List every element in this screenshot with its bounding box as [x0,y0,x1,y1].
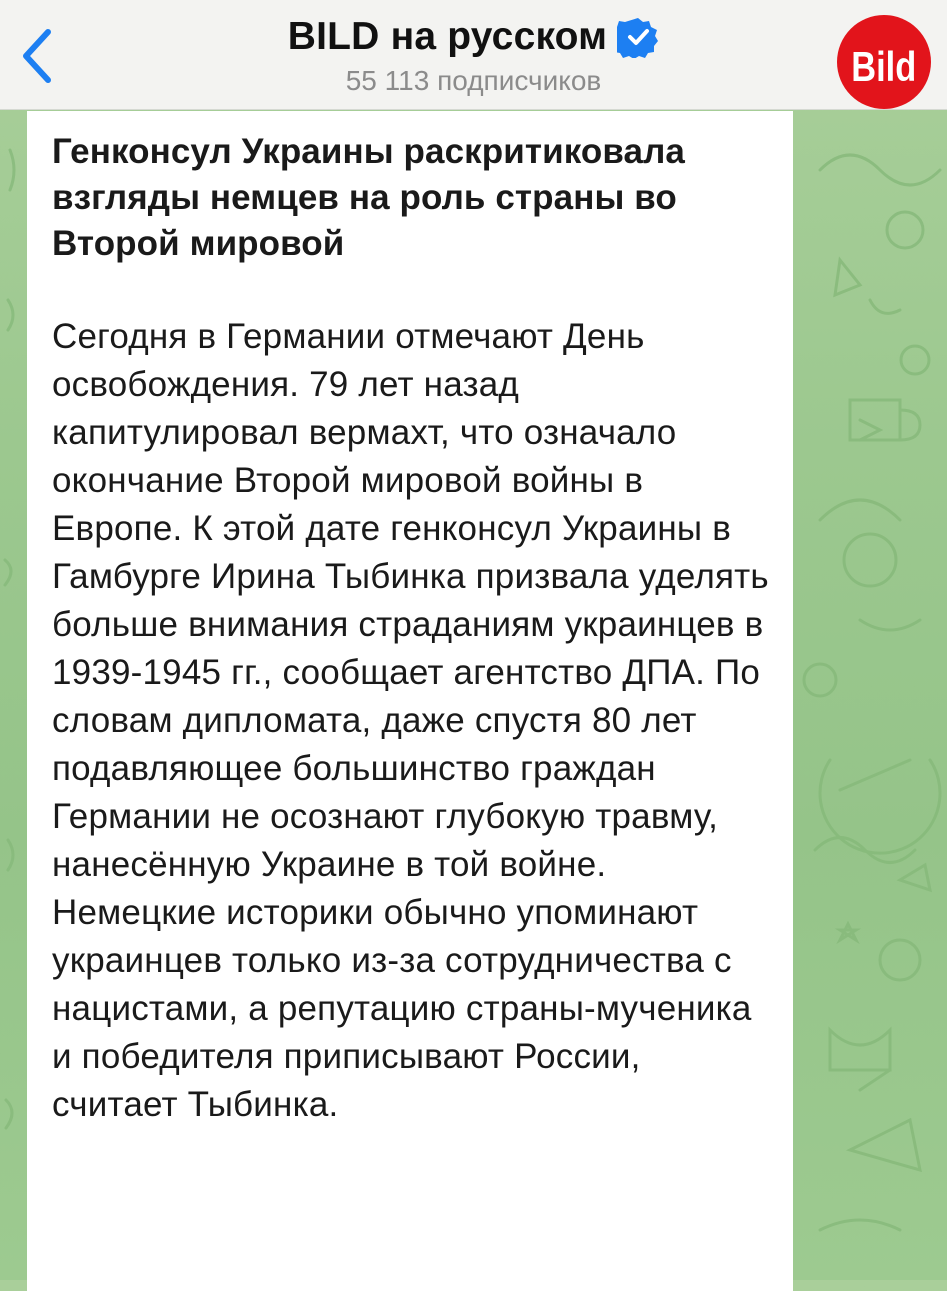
channel-avatar[interactable] [837,15,931,109]
subscriber-count: 55 113 подписчиков [345,65,602,96]
bild-logo [837,15,931,109]
channel-title-row [288,12,659,62]
channel-name: BILD на русском [287,15,608,58]
message-bubble [27,111,793,1291]
svg-text:Bild: Bild [851,43,917,91]
post-body: Сегодня в Германии отмечают День освобождения. 79 лет назад капитулировал вермахт, что означало окончание Второй мировой войны в Европе. К этой дате генконсул Украины в Гамбурге Ирина Тыбинка призвала уделять больше внимания страданиям украинцев в 1939-1945 гг., сообщает агентство ДПА. По словам дипломата, даже спустя 80 лет подавляющее большинство граждан Германии не осознают глубокую травму, нанесённую Украине в той войне. Немецкие историки обычно упоминают украинцев только из-за сотрудничества с нацистами, а репутацию страны-мученика и победителя приписывают России, считает Тыбинка. [52,317,769,1124]
post-title: Генконсул Украины раскритиковала взгляды немцев на роль страны во Второй мировой [52,132,685,263]
channel-info[interactable] [200,12,747,98]
verified-badge-icon [617,16,659,58]
chevron-left-icon [14,24,62,88]
chat-header [0,0,947,110]
back-button[interactable] [14,24,62,88]
